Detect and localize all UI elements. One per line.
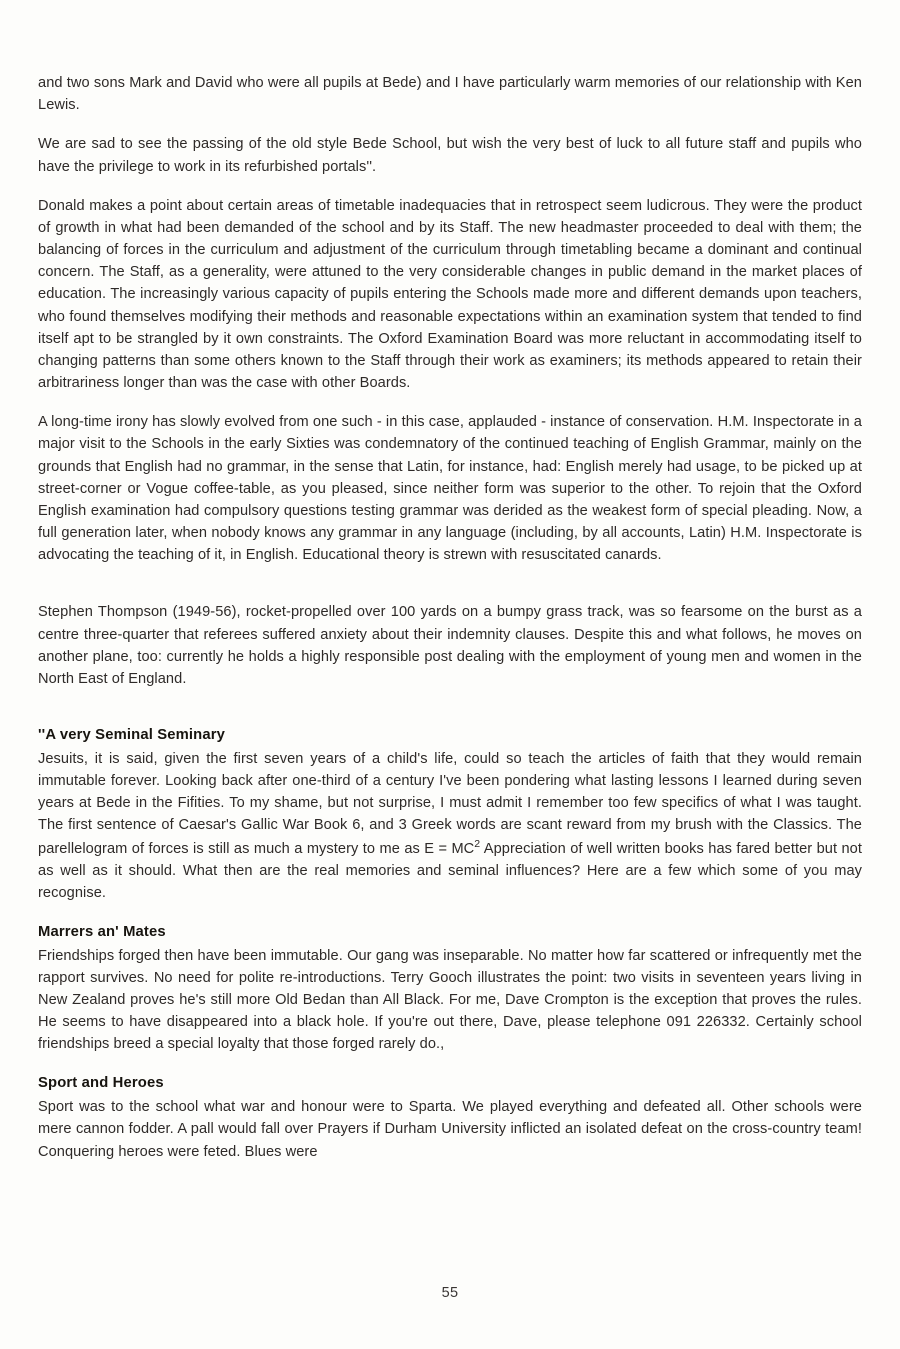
- section-body-part2: Appreciation of well written books has fared better but not as well as it should. What then are the real memories and seminal influences? Here are a few which some of you may recognise.: [38, 840, 863, 901]
- section-sport-and-heroes: [38, 1073, 862, 1162]
- section-marrers-an-mates: [38, 922, 862, 1056]
- section-body: [38, 748, 862, 904]
- page-content: [38, 72, 862, 1163]
- section-heading: ''A very Seminal Seminary: [38, 727, 226, 744]
- paragraph-5: Stephen Thompson (1949-56), rocket-propelled over 100 yards on a bumpy grass track, was so fearsome on the burst as a centre three-quarter that referees suffered anxiety about their indemnity clauses. Despite this and what follows, he moves on another plane, too: currently he holds a highly responsible post dealing with the employment of young men and women in the North East of England.: [38, 604, 862, 687]
- paragraph-2: We are sad to see the passing of the old style Bede School, but wish the very best of luck to all future staff and pupils who have the privilege to work in its refurbished portals''.: [38, 136, 862, 175]
- page-number: 55: [441, 1285, 459, 1301]
- section-heading: Marrers an' Mates: [38, 923, 166, 940]
- section-seminal-seminary: [38, 725, 862, 904]
- paragraph-1: and two sons Mark and David who were all pupils at Bede) and I have particularly warm memories of our relationship with Ken Lewis.: [38, 75, 862, 114]
- section-body: Friendships forged then have been immutable. Our gang was inseparable. No matter how far scattered or infrequently met the rapport survives. No need for polite re-introductions. Terry Gooch illustrates the point: two visits in seventeen years living in New Zealand proves he's still more Old Bedan than All Black. For me, Dave Crompton is the exception that proves the rules. He seems to have disappeared into a black hole. If you're out there, Dave, please telephone 091 226332. Certainly school friendships breed a special loyalty that those forged rarely do.,: [38, 947, 862, 1053]
- superscript-exponent: 2: [474, 837, 481, 850]
- section-body-part1: Jesuits, it is said, given the first seven years of a child's life, could so teach the articles of faith that they would remain immutable forever. Looking back after one-third of a century I've been pondering what lasting lessons I learned during seven years at Bede in the Fifities. To my shame, but not surprise, I must admit I remember too few specifics of what I was taught. The first sentence of Caesar's Gallic War Book 6, and 3 Greek words are scant reward from my brush with the Classics. The parellelogram of forces is still as much a mystery to me as E = MC: [38, 750, 862, 857]
- section-spacer-2: [38, 707, 862, 725]
- paragraph-3: Donald makes a point about certain areas of timetable inadequacies that in retrospect seem ludicrous. They were the product of growth in what had been demanded of the school and by its Staff. The new headmaster proceeded to deal with them; the balancing of forces in the curriculum and adjustment of the curriculum through timetabling became a dominant and continual concern. The Staff, as a generality, were attuned to the very considerable changes in public demand in the market places of education. The increasingly various capacity of pupils entering the Schools made more and different demands upon teachers, who found themselves modifying their methods and reasonable expectations within an examination system that tended to find itself apt to be strangled by it own constraints. The Oxford Examination Board was more reluctant in accommodating itself to changing patterns than some others known to the Staff through their work as examiners; its methods appeared to retain their arbitrariness longer than was the case with other Boards.: [38, 197, 862, 392]
- section-heading: Sport and Heroes: [38, 1075, 164, 1092]
- section-body: Sport was to the school what war and honour were to Sparta. We played everything and defeated all. Other schools were mere cannon fodder. A pall would fall over Prayers if Durham University inflicted an isolated defeat on the cross-country team! Conquering heroes were feted. Blues were: [38, 1099, 862, 1160]
- section-spacer: [38, 583, 862, 601]
- paragraph-4: A long-time irony has slowly evolved from one such - in this case, applauded - instance of conservation. H.M. Inspectorate in a major visit to the Schools in the early Sixties was condemnatory of the continued teaching of English Grammar, mainly on the grounds that English had no grammar, in the sense that Latin, for instance, had: English merely had usage, to be picked up at street-corner or Vogue coffee-table, as you pleased, since neither form was superior to the other. To rejoin that the Oxford English examination had compulsory questions testing grammar was derided as the weakest form of special pleading. Now, a full generation later, when nobody knows any grammar in any language (including, by all accounts, Latin) H.M. Inspectorate is advocating the teaching of it, in English. Educational theory is strewn with resuscitated canards.: [38, 414, 862, 564]
